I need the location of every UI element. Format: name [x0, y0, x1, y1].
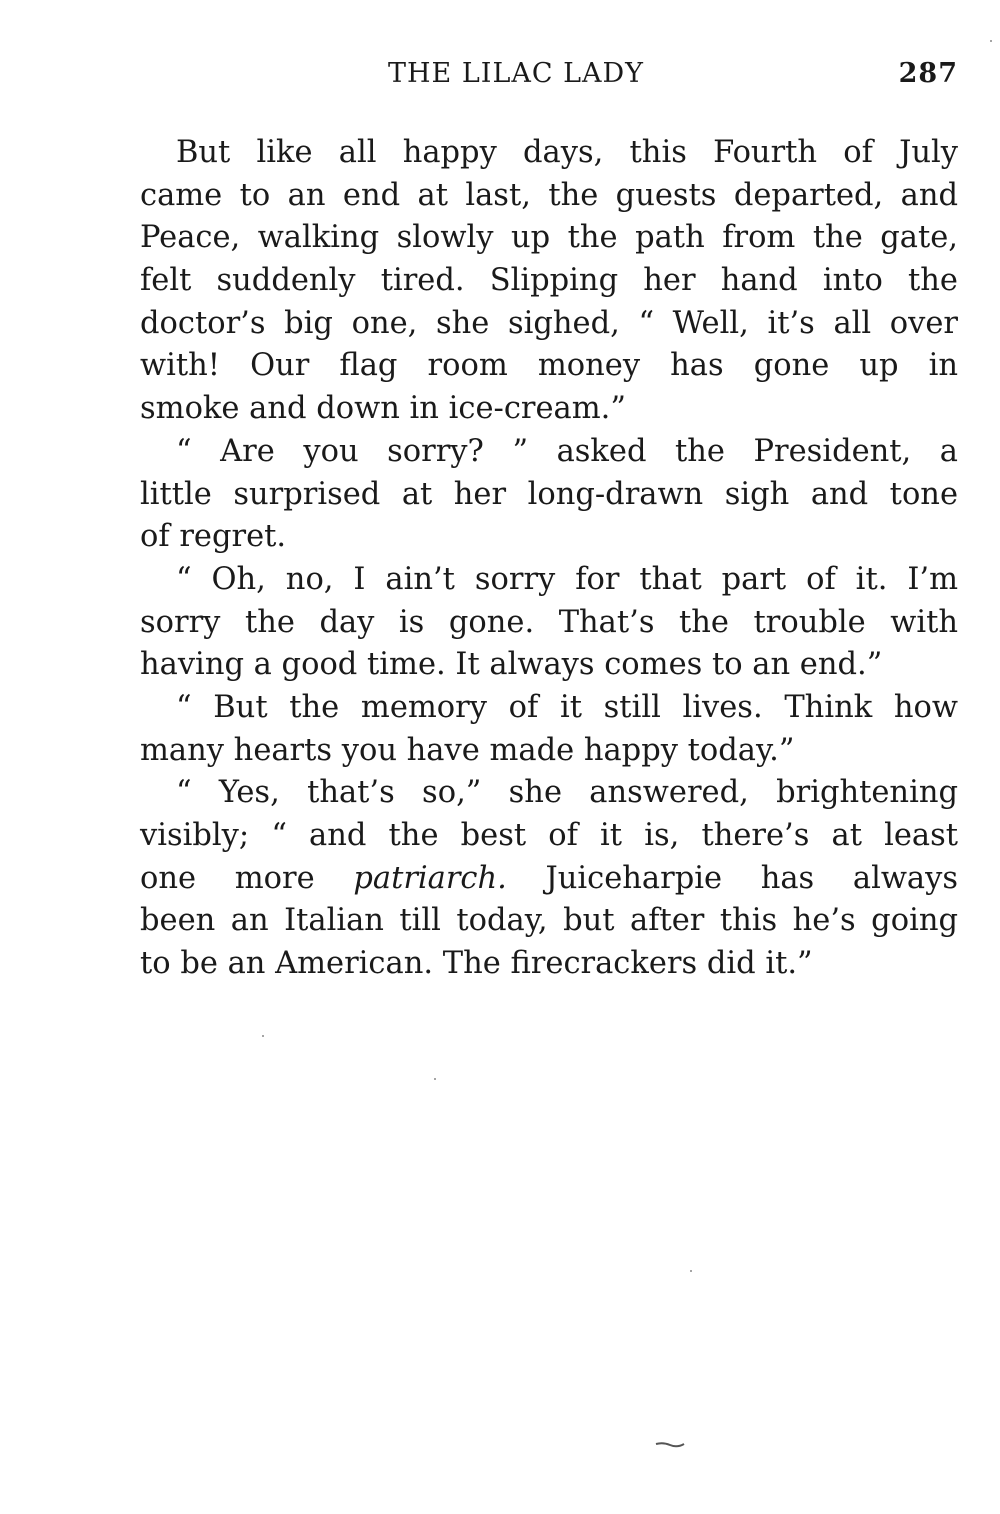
paper-speck — [434, 1078, 436, 1080]
text-line — [140, 217, 958, 260]
line-text: been an Italian till today, but after this he’s going — [140, 903, 958, 939]
line-text: felt suddenly tired. Slipping her hand into the — [140, 263, 958, 299]
text-line — [140, 730, 958, 773]
running-title: THE LILAC LADY — [388, 58, 645, 89]
text-line — [140, 943, 958, 986]
line-text: doctor’s big one, she sighed, “ Well, it’s all over — [140, 305, 958, 341]
text-line — [140, 559, 958, 602]
text-line — [140, 388, 958, 431]
line-text: with! Our flag room money has gone up in — [140, 348, 958, 384]
running-header — [140, 58, 958, 98]
body-text — [140, 132, 958, 986]
text-line — [140, 687, 958, 730]
text-line — [140, 858, 958, 901]
paper-speck — [690, 1270, 692, 1272]
line-text: having a good time. It always comes to an end.” — [140, 647, 883, 683]
line-text: “ Are you sorry? ” asked the President, a — [176, 433, 958, 469]
text-line — [140, 345, 958, 388]
page-number: 287 — [898, 58, 958, 89]
line-text: “ Yes, that’s so,” she answered, brightening — [176, 775, 958, 811]
text-line — [140, 132, 958, 175]
text-line — [140, 772, 958, 815]
text-line — [140, 431, 958, 474]
text-line — [140, 900, 958, 943]
text-line — [140, 260, 958, 303]
text-line — [140, 815, 958, 858]
line-text: of regret. — [140, 519, 287, 555]
text-line — [140, 644, 958, 687]
line-text: visibly; “ and the best of it is, there’s at least — [140, 818, 958, 853]
line-text: Peace, walking slowly up the path from the gate, — [140, 220, 958, 256]
line-text: to be an American. The firecrackers did it.” — [140, 946, 813, 982]
line-text: came to an end at last, the guests departed, and — [140, 177, 958, 213]
paper-speck — [262, 1035, 264, 1037]
italic-word: patriarch. — [353, 860, 507, 896]
line-text: one more — [140, 860, 354, 896]
ink-smudge — [655, 1441, 685, 1448]
paper-speck — [990, 40, 992, 42]
line-text: Juiceharpie has always — [506, 860, 959, 896]
line-text: many hearts you have made happy today.” — [140, 732, 795, 768]
line-text: sorry the day is gone. That’s the trouble with — [140, 604, 958, 640]
line-text: smoke and down in ice-cream.” — [140, 391, 626, 427]
text-line — [140, 474, 958, 517]
text-line — [140, 602, 958, 645]
line-text: “ But the memory of it still lives. Think how — [176, 689, 958, 725]
text-line — [140, 303, 958, 346]
line-text: But like all happy days, this Fourth of July — [176, 135, 958, 170]
text-line — [140, 175, 958, 218]
line-text: little surprised at her long-drawn sigh and tone — [140, 476, 958, 512]
line-text: “ Oh, no, I ain’t sorry for that part of it. I’m — [176, 561, 958, 597]
text-line — [140, 516, 958, 559]
